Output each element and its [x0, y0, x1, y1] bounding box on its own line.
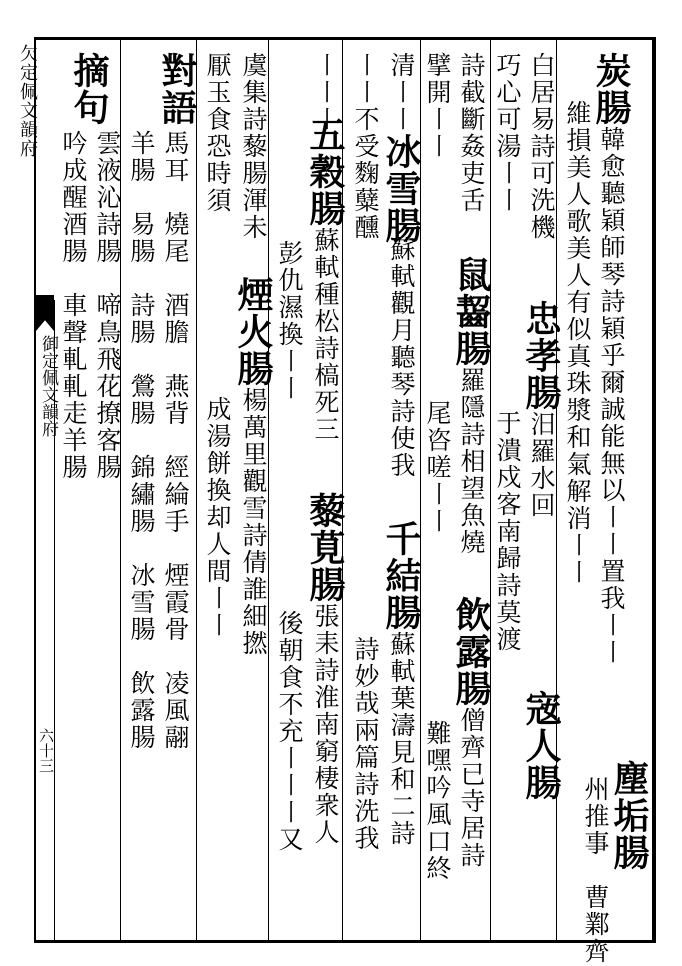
column-body: 虞集詩藜腸渾未 — [239, 52, 268, 241]
text-column — [232, 276, 274, 936]
text-column — [304, 492, 346, 932]
column-body: 巧心可湯〡〡 — [493, 52, 522, 214]
column-body: 馬耳 燒尾 酒膽 燕背 經綸手 煙霞骨 凌風翮 — [161, 130, 190, 751]
column-body: 詩截斷姦吏舌 — [457, 52, 486, 214]
text-column — [590, 52, 632, 752]
column-body: 蘇軾葉濤見和二詩 — [387, 631, 416, 847]
frame-right-border — [652, 37, 656, 943]
text-column — [200, 396, 234, 696]
frame-left-border — [34, 37, 36, 943]
text-column — [578, 776, 612, 965]
text-column — [520, 300, 562, 680]
column-body: 州推事 曹鄴齊 — [581, 776, 610, 965]
text-column — [200, 52, 234, 272]
text-column — [450, 256, 492, 616]
headword: 五穀腸 — [304, 116, 346, 227]
text-column — [450, 596, 492, 936]
text-column — [236, 52, 270, 302]
column-body: 〡〡不受麴糵醺 — [351, 52, 380, 241]
book-title: 御定佩文韻府 — [38, 335, 58, 437]
text-column — [56, 130, 90, 930]
text-column — [124, 130, 158, 930]
column-body: 楊萬里觀雪詩倩誰細撚 — [239, 387, 268, 657]
frame-bottom-border — [34, 940, 656, 943]
text-column — [490, 52, 524, 402]
column-body: 汨羅水回 — [527, 411, 556, 519]
text-column — [272, 610, 306, 930]
headword: 飲露腸 — [450, 596, 492, 707]
text-column — [420, 52, 454, 202]
column-body: 羊腸 易腸 詩腸 鶯腸 錦繡腸 冰雪腸 飲露腸 — [127, 130, 156, 751]
column-body: 成湯餅換却人間〡〡 — [203, 396, 232, 639]
text-column — [490, 410, 524, 930]
text-column — [520, 690, 562, 930]
column-body: 維損美人歌美人有似真珠漿和氣解消〡〡 — [563, 100, 592, 586]
column-body: 羅隱詩相望魚燒 — [457, 367, 486, 556]
column-body: 張耒詩淮南窮棲衆人 — [311, 603, 340, 846]
column-body: 難嘿吟風口終 — [423, 720, 452, 882]
headword: 煙火腸 — [232, 276, 274, 387]
headword: 塵垢腸 — [608, 760, 650, 871]
page-number: 六十三 — [37, 728, 55, 773]
column-body: 厭玉食恐時須 — [203, 52, 232, 214]
text-column — [384, 236, 418, 546]
text-column — [158, 130, 192, 930]
column-body: 〡〡〡 — [311, 52, 340, 133]
column-body: 擘開〡〡 — [423, 52, 452, 160]
headword: 摘句 — [68, 52, 110, 126]
text-column — [560, 100, 594, 700]
text-column — [608, 760, 650, 935]
margin-strip-text: 欠定佩文韻府 — [17, 44, 38, 158]
column-body: 蘇軾種松詩槁死三 — [311, 227, 340, 443]
fishtail-mark — [36, 295, 54, 331]
text-column — [348, 52, 382, 472]
headword: 炭腸 — [590, 52, 632, 126]
headword: 藜莧腸 — [304, 492, 346, 603]
column-body: 于潰戍客南歸詩莫渡 — [493, 410, 522, 653]
column-body: 尾咨嗟〡〡 — [423, 400, 452, 535]
column-body: 蘇軾觀月聽琴詩使我 — [387, 236, 416, 479]
text-column — [420, 400, 454, 535]
column-body: 詩妙哉兩篇詩洗我 — [351, 636, 380, 852]
headword: 千結腸 — [380, 520, 422, 631]
column-body: 白居易詩可洗機 — [527, 52, 556, 241]
column-body: 清〡〡 — [387, 52, 416, 133]
text-column — [454, 52, 488, 252]
column-body: 彭仇濕換〡〡 — [275, 240, 304, 402]
text-column — [272, 240, 306, 440]
text-column — [308, 52, 342, 133]
text-column — [380, 520, 422, 930]
headword: 對語 — [156, 52, 198, 126]
column-body: 韓愈聽穎師琴詩穎乎爾誠能無以〡〡置我〡〡 — [597, 126, 626, 666]
text-column — [348, 636, 382, 936]
headword: 忠孝腸 — [520, 300, 562, 411]
headword: 鼠齧腸 — [450, 256, 492, 367]
text-column — [524, 52, 558, 292]
text-column — [420, 720, 454, 930]
column-body: 雲液沁詩腸 啼鳥飛花撩客腸 — [93, 130, 122, 481]
frame-top-border — [34, 37, 656, 40]
headword: 宼人腸 — [520, 690, 562, 801]
column-body: 吟成醒酒腸 車聲軋軋走羊腸 — [59, 130, 88, 481]
column-rule — [196, 40, 197, 940]
text-column — [90, 130, 124, 930]
column-body: 後朝食不充〡〡〡又 — [275, 610, 304, 853]
headword: 冰雪腸 — [380, 133, 422, 244]
column-body: 僧齊已寺居詩 — [457, 707, 486, 869]
text-column — [304, 116, 346, 496]
